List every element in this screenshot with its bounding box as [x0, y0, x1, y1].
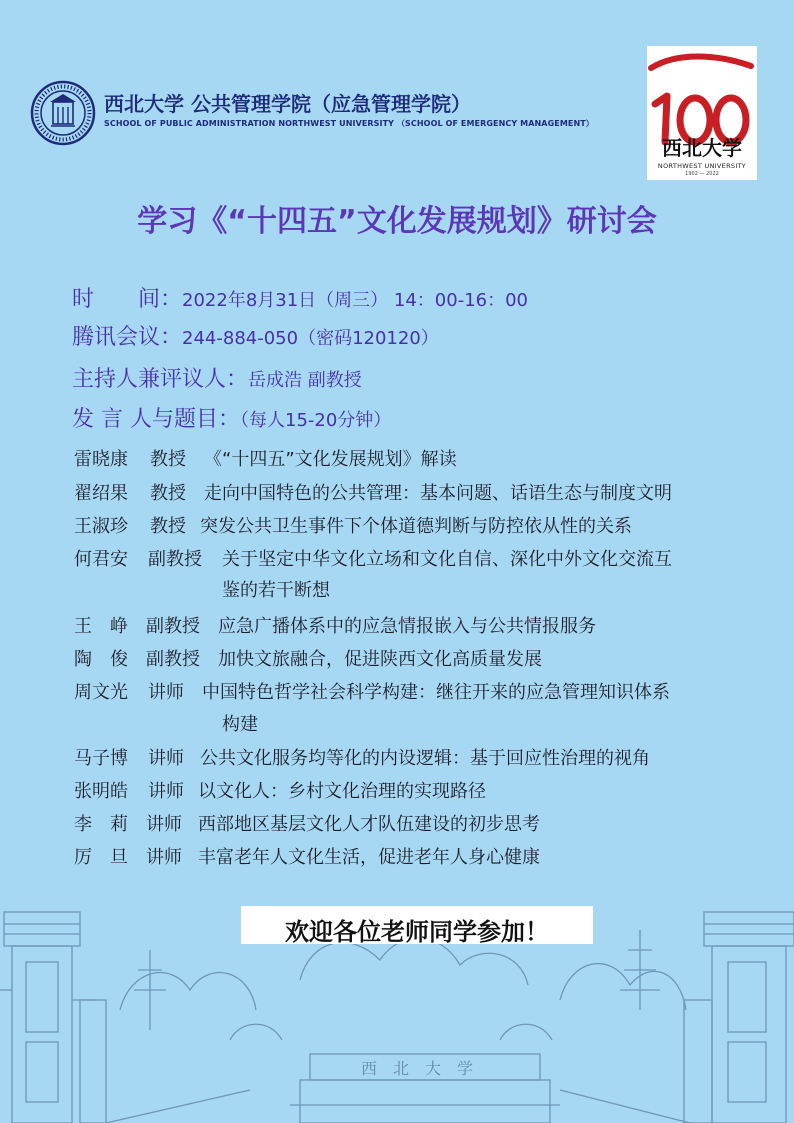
speaker-name: 张明皓 [74, 781, 128, 802]
speaker-name: 马子博 [74, 748, 128, 769]
talk-item [74, 479, 672, 505]
talk-topic: 应急广播体系中的应急情报嵌入与公共情报服务 [218, 616, 596, 637]
badge-university-cn: 西北大学 [662, 136, 742, 160]
talk-topic: 走向中国特色的公共管理：基本问题、话语生态与制度文明 [204, 483, 672, 504]
talk-item [74, 545, 672, 571]
speaker-rank: 副教授 [146, 649, 200, 670]
speaker-rank: 副教授 [146, 616, 200, 637]
talk-topic: 突发公共卫生事件下个体道德判断与防控依从性的关系 [200, 516, 632, 537]
info-host [72, 362, 362, 393]
badge-years: 1902 — 2022 [685, 171, 719, 177]
speaker-rank: 讲师 [146, 814, 182, 835]
speaker-rank: 副教授 [148, 549, 202, 570]
speaker-name: 王淑珍 [74, 516, 128, 537]
speaker-rank: 讲师 [146, 847, 182, 868]
university-seal-icon [30, 80, 96, 146]
talk-item [74, 810, 540, 836]
talk-item [74, 445, 457, 471]
speaker-name: 王 峥 [74, 616, 128, 637]
talk-item [74, 678, 670, 704]
speaker-rank: 讲师 [148, 682, 184, 703]
speaker-name: 厉 旦 [74, 847, 128, 868]
welcome-banner [241, 906, 593, 944]
badge-university-en: NORTHWEST UNIVERSITY [657, 162, 747, 170]
speakers-note: （每人15-20分钟） [240, 410, 392, 431]
school-name-en: SCHOOL OF PUBLIC ADMINISTRATION NORTHWEST UNIVERSITY （SCHOOL OF EMERGENCY MANAGEMENT） [104, 119, 594, 128]
page-title: 学习《“十四五”文化发展规划》研讨会 [137, 204, 657, 239]
talk-item [74, 777, 486, 803]
talk-item [74, 843, 540, 869]
talk-topic: 《“十四五”文化发展规划》解读 [204, 449, 457, 470]
info-meeting [72, 320, 439, 351]
speaker-rank: 教授 [150, 483, 186, 504]
speaker-name: 雷晓康 [74, 449, 128, 470]
meeting-value: 244-884-050（密码120120） [182, 328, 439, 349]
speaker-rank: 讲师 [148, 748, 184, 769]
speaker-rank: 教授 [150, 449, 186, 470]
host-value: 岳成浩 副教授 [248, 370, 362, 391]
talk-topic: 公共文化服务均等化的内设逻辑：基于回应性治理的视角 [200, 748, 650, 769]
talk-item [74, 645, 542, 671]
speaker-rank: 教授 [150, 516, 186, 537]
talk-topic: 关于坚定中华文化立场和文化自信、深化中外文化交流互 [222, 549, 672, 570]
speakers-label: 发 言 人与题目： [72, 407, 240, 432]
talk-topic-continued: 鉴的若干断想 [222, 580, 330, 601]
talk-topic: 西部地区基层文化人才队伍建设的初步思考 [198, 814, 540, 835]
talk-item [74, 512, 632, 538]
speaker-name: 周文光 [74, 682, 128, 703]
talk-topic: 加快文旅融合，促进陕西文化高质量发展 [218, 649, 542, 670]
talk-item [74, 612, 596, 638]
talk-item [74, 744, 650, 770]
host-label: 主持人兼评议人： [72, 367, 249, 392]
talk-topic: 中国特色哲学社会科学构建：继往开来的应急管理知识体系 [202, 682, 670, 703]
talk-topic-continued: 构建 [222, 714, 258, 735]
time-value: 2022年8月31日（周三） 14：00-16：00 [182, 290, 529, 311]
speaker-name: 翟绍果 [74, 483, 128, 504]
time-label: 时 间： [72, 287, 183, 312]
anniversary-badge [647, 46, 757, 180]
school-name-cn: 西北大学 公共管理学院（应急管理学院） [104, 92, 471, 116]
talk-topic: 以文化人：乡村文化治理的实现路径 [198, 781, 486, 802]
gate-sign: 西北大学 [360, 1059, 490, 1078]
info-speakers [72, 402, 391, 433]
speaker-name: 李 莉 [74, 814, 128, 835]
speaker-name: 何君安 [74, 549, 128, 570]
info-time [72, 282, 528, 313]
speaker-rank: 讲师 [148, 781, 184, 802]
speaker-name: 陶 俊 [74, 649, 128, 670]
meeting-label: 腾讯会议： [72, 325, 183, 350]
talk-topic: 丰富老年人文化生活，促进老年人身心健康 [198, 847, 540, 868]
welcome-text: 欢迎各位老师同学参加！ [285, 918, 549, 946]
